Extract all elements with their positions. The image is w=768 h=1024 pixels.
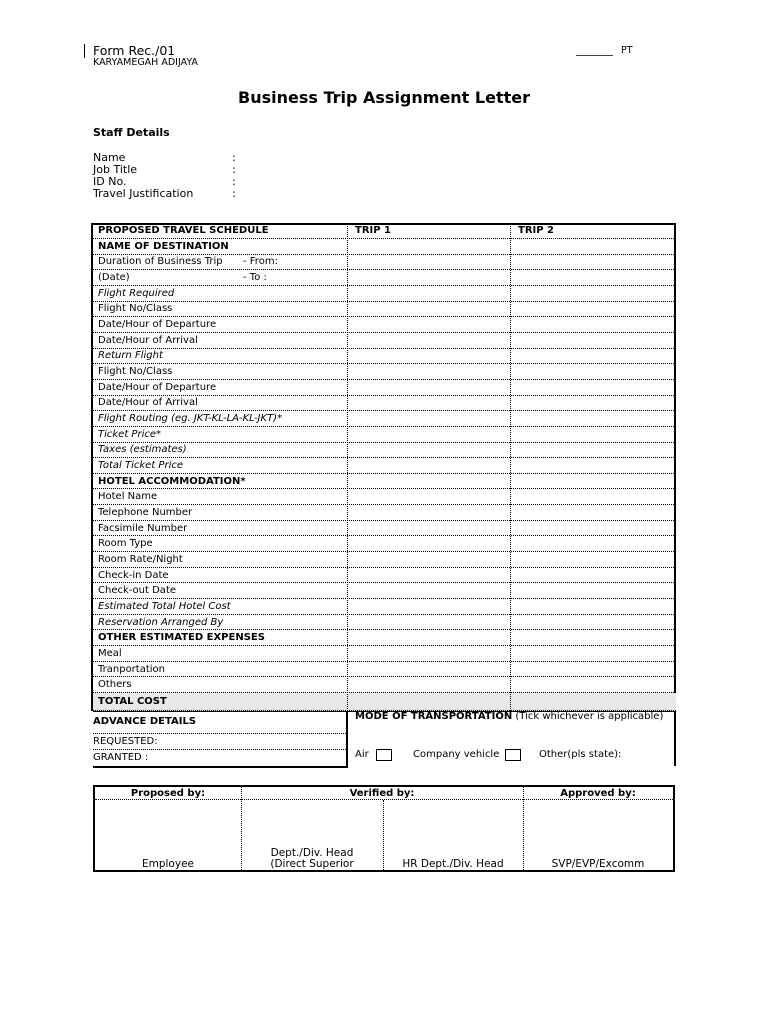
- trip-2-cell[interactable]: [512, 286, 674, 301]
- trip-1-cell[interactable]: [349, 583, 511, 598]
- trip-1-cell[interactable]: [349, 333, 511, 348]
- field-separator: :: [232, 187, 236, 200]
- staff-field-justification: [93, 187, 393, 199]
- field-label: Name: [93, 151, 126, 164]
- schedule-row-label: Meal: [98, 647, 122, 659]
- schedule-row: [93, 317, 676, 333]
- pt-blank-line: [576, 55, 613, 56]
- schedule-row-date-range-label: - From:: [243, 256, 278, 268]
- staff-field-name: [93, 151, 393, 163]
- schedule-row: [93, 568, 676, 584]
- trip-2-cell[interactable]: [512, 646, 674, 661]
- column-header-schedule: PROPOSED TRAVEL SCHEDULE: [98, 225, 269, 236]
- schedule-row: [93, 270, 676, 286]
- schedule-row: [93, 599, 676, 615]
- trip-2-cell[interactable]: [512, 302, 674, 317]
- trip-2-cell[interactable]: [512, 662, 674, 677]
- schedule-row-label: Flight No/Class: [98, 366, 173, 378]
- trip-2-cell[interactable]: [512, 552, 674, 567]
- schedule-row: [93, 474, 676, 490]
- trip-1-cell[interactable]: [349, 349, 511, 364]
- verified-by-heading: Verified by:: [349, 788, 415, 799]
- trip-1-cell[interactable]: [349, 364, 511, 379]
- approved-by-heading: Approved by:: [560, 788, 636, 799]
- advance-right-rule: [346, 711, 348, 768]
- schedule-row: [93, 489, 676, 505]
- trip-1-cell[interactable]: [349, 693, 511, 710]
- trip-1-cell[interactable]: [349, 270, 511, 285]
- schedule-row-label: Flight No/Class: [98, 303, 173, 315]
- signature-hr-head: HR Dept./Div. Head: [402, 858, 504, 870]
- trip-2-cell[interactable]: [512, 568, 674, 583]
- trip-1-cell[interactable]: [349, 302, 511, 317]
- schedule-row-label: OTHER ESTIMATED EXPENSES: [98, 632, 265, 644]
- trip-2-cell[interactable]: [512, 677, 674, 692]
- transport-right-rule: [674, 711, 676, 766]
- trip-1-cell[interactable]: [349, 411, 511, 426]
- trip-1-cell[interactable]: [349, 646, 511, 661]
- trip-2-cell[interactable]: [512, 458, 674, 473]
- field-label: ID No.: [93, 175, 127, 188]
- schedule-row: [93, 677, 676, 693]
- trip-1-cell[interactable]: [349, 630, 511, 645]
- schedule-row-label: Facsimile Number: [98, 522, 188, 534]
- schedule-row: [93, 505, 676, 521]
- schedule-row-label: Estimated Total Hotel Cost: [98, 600, 231, 612]
- trip-2-cell[interactable]: [512, 599, 674, 614]
- trip-1-cell[interactable]: [349, 380, 511, 395]
- form-reference: Form Rec./01: [93, 43, 176, 58]
- trip-2-cell[interactable]: [512, 396, 674, 411]
- schedule-row: [93, 536, 676, 552]
- schedule-row: [93, 286, 676, 302]
- schedule-row-label: Others: [98, 679, 132, 691]
- trip-1-cell[interactable]: [349, 489, 511, 504]
- schedule-row-label: Room Rate/Night: [98, 553, 183, 565]
- schedule-row: [93, 396, 676, 412]
- company-vehicle-checkbox[interactable]: [505, 749, 521, 761]
- air-checkbox[interactable]: [376, 749, 392, 761]
- trip-2-cell[interactable]: [512, 693, 674, 710]
- trip-1-cell[interactable]: [349, 317, 511, 332]
- trip-2-cell[interactable]: [512, 317, 674, 332]
- schedule-row: [93, 427, 676, 443]
- schedule-row-label: Date/Hour of Arrival: [98, 397, 198, 409]
- schedule-row: [93, 333, 676, 349]
- schedule-row-label: Hotel Name: [98, 491, 158, 503]
- trip-1-cell[interactable]: [349, 286, 511, 301]
- trip-2-cell[interactable]: [512, 333, 674, 348]
- trip-2-cell[interactable]: [512, 505, 674, 520]
- schedule-row: [93, 521, 676, 537]
- trip-1-cell[interactable]: [349, 443, 511, 458]
- trip-1-cell[interactable]: [349, 458, 511, 473]
- trip-1-cell[interactable]: [349, 662, 511, 677]
- schedule-row-date-range-label: - To :: [243, 272, 267, 284]
- advance-divider-2: [93, 749, 346, 750]
- trip-2-cell[interactable]: [512, 255, 674, 270]
- schedule-row-label: (Date): [98, 272, 130, 284]
- proposed-by-heading: Proposed by:: [130, 788, 206, 799]
- trip-2-cell[interactable]: [512, 380, 674, 395]
- trip-1-cell[interactable]: [349, 599, 511, 614]
- schedule-row-label: Date/Hour of Departure: [98, 381, 217, 393]
- schedule-row: [93, 583, 676, 599]
- schedule-row: [93, 380, 676, 396]
- transport-option-air-label: Air: [355, 749, 369, 760]
- trip-1-cell[interactable]: [349, 615, 511, 630]
- schedule-row-label: TOTAL COST: [98, 696, 167, 707]
- schedule-row-label: Total Ticket Price: [98, 459, 183, 471]
- signature-dept-head-line1: Dept./Div. Head: [270, 847, 354, 859]
- schedule-row: [93, 255, 676, 271]
- trip-2-cell[interactable]: [512, 474, 674, 489]
- schedule-row: [93, 364, 676, 380]
- schedule-row: [93, 302, 676, 318]
- advance-divider: [93, 733, 346, 734]
- advance-granted: GRANTED :: [93, 752, 149, 763]
- schedule-row-label: Flight Required: [98, 287, 175, 299]
- schedule-row: [93, 443, 676, 459]
- trip-1-cell[interactable]: [349, 396, 511, 411]
- trip-1-cell[interactable]: [349, 552, 511, 567]
- staff-field-id: [93, 175, 393, 187]
- trip-2-cell[interactable]: [512, 349, 674, 364]
- signature-employee: Employee: [141, 858, 194, 870]
- schedule-column-divider: [510, 223, 511, 711]
- header-rule: [84, 44, 85, 58]
- schedule-column-divider: [347, 223, 348, 711]
- trip-1-cell[interactable]: [349, 677, 511, 692]
- schedule-row: [93, 646, 676, 662]
- schedule-row: [93, 630, 676, 646]
- trip-1-cell[interactable]: [349, 474, 511, 489]
- column-header-trip-2: TRIP 2: [518, 225, 555, 236]
- signature-dept-head-line2: (Direct Superior: [270, 858, 354, 870]
- trip-2-cell[interactable]: [512, 239, 674, 254]
- schedule-row: [93, 239, 676, 255]
- schedule-row-label: Return Flight: [98, 350, 163, 362]
- schedule-row-label: Flight Routing (eg. JKT-KL-LA-KL-JKT)*: [98, 413, 283, 425]
- schedule-row-label: Date/Hour of Departure: [98, 319, 217, 331]
- document-title: Business Trip Assignment Letter: [238, 88, 530, 107]
- schedule-row: [93, 662, 676, 678]
- schedule-row-label: Reservation Arranged By: [98, 616, 224, 628]
- transport-option-company-vehicle-label: Company vehicle: [413, 749, 500, 760]
- schedule-row-label: NAME OF DESTINATION: [98, 240, 229, 252]
- column-header-trip-1: TRIP 1: [355, 225, 392, 236]
- trip-2-cell[interactable]: [512, 583, 674, 598]
- schedule-row-label: Tranportation: [98, 663, 165, 675]
- trip-2-cell[interactable]: [512, 630, 674, 645]
- schedule-row-label: HOTEL ACCOMMODATION*: [98, 475, 246, 487]
- advance-bottom-rule: [93, 766, 346, 768]
- schedule-row: [93, 552, 676, 568]
- trip-2-cell[interactable]: [512, 270, 674, 285]
- schedule-row: [93, 349, 676, 365]
- transport-option-other-label: Other(pls state):: [539, 749, 622, 760]
- schedule-row-label: Taxes (estimates): [98, 444, 187, 456]
- signature-svp: SVP/EVP/Excomm: [551, 858, 645, 870]
- trip-2-cell[interactable]: [512, 521, 674, 536]
- trip-2-cell[interactable]: [512, 411, 674, 426]
- schedule-row: [93, 411, 676, 427]
- trip-1-cell[interactable]: [349, 239, 511, 254]
- schedule-header-row: [93, 223, 676, 239]
- staff-details-heading: Staff Details: [93, 126, 170, 139]
- field-separator: :: [232, 175, 236, 188]
- trip-2-cell[interactable]: [512, 489, 674, 504]
- trip-2-cell[interactable]: [512, 536, 674, 551]
- field-separator: :: [232, 151, 236, 164]
- schedule-row: [93, 458, 676, 474]
- company-name: KARYAMEGAH ADIJAYA: [93, 57, 198, 68]
- staff-field-job-title: [93, 163, 393, 175]
- schedule-row: [93, 615, 676, 631]
- signature-table: [93, 785, 675, 872]
- schedule-row-label: Room Type: [98, 538, 153, 550]
- field-label: Travel Justification: [93, 187, 194, 200]
- trip-2-cell[interactable]: [512, 615, 674, 630]
- schedule-row-label: Date/Hour of Arrival: [98, 334, 198, 346]
- trip-1-cell[interactable]: [349, 536, 511, 551]
- trip-1-cell[interactable]: [349, 505, 511, 520]
- trip-1-cell[interactable]: [349, 427, 511, 442]
- transport-heading: MODE OF TRANSPORTATION (Tick whichever is applicable): [355, 711, 664, 722]
- schedule-row-label: Check-out Date: [98, 585, 177, 597]
- advance-requested: REQUESTED:: [93, 736, 158, 747]
- schedule-row-label: Ticket Price*: [98, 428, 161, 440]
- schedule-row: [93, 693, 676, 711]
- schedule-row-label: Check-in Date: [98, 569, 169, 581]
- schedule-row-label: Duration of Business Trip: [98, 256, 223, 268]
- trip-1-cell[interactable]: [349, 255, 511, 270]
- trip-2-cell[interactable]: [512, 364, 674, 379]
- field-label: Job Title: [93, 163, 138, 176]
- schedule-row-label: Telephone Number: [98, 506, 193, 518]
- field-separator: :: [232, 163, 236, 176]
- pt-label: PT: [621, 45, 633, 56]
- trip-2-cell[interactable]: [512, 443, 674, 458]
- trip-1-cell[interactable]: [349, 568, 511, 583]
- trip-1-cell[interactable]: [349, 521, 511, 536]
- advance-details-heading: ADVANCE DETAILS: [93, 716, 197, 727]
- trip-2-cell[interactable]: [512, 427, 674, 442]
